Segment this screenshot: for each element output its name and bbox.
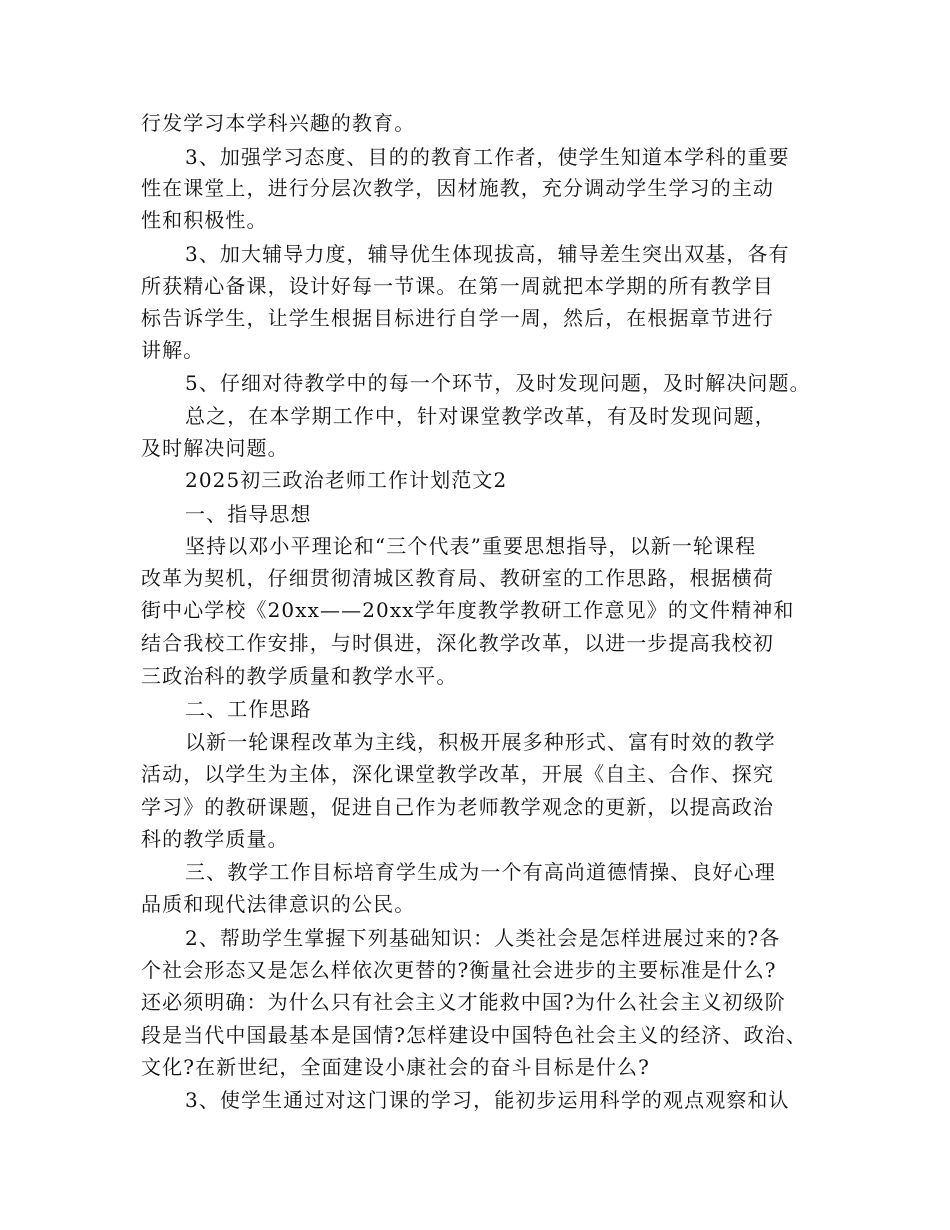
text-line: 3、加强学习态度、目的的教育工作者，使学生知道本学科的重要: [185, 145, 790, 169]
text-line: 个社会形态又是怎么样依次更替的?衡量社会进步的主要标准是什么?: [141, 958, 777, 982]
text-line: 标告诉学生，让学生根据目标进行自学一周，然后，在根据章节进行: [141, 306, 774, 330]
text-line: 学习》的教研课题，促进自己作为老师教学观念的更新，以提高政治: [141, 795, 774, 819]
text-line: 街中心学校《20xx——20xx学年度教学教研工作意见》的文件精神和: [141, 598, 795, 622]
text-line: 文化?在新世纪，全面建设小康社会的奋斗目标是什么?: [141, 1055, 650, 1079]
text-line: 所获精心备课，设计好每一节课。在第一周就把本学期的所有教学目: [141, 274, 774, 298]
text-line: 品质和现代法律意识的公民。: [141, 892, 416, 916]
text-line: 改革为契机，仔细贯彻清城区教育局、教研室的工作思路，根据横荷: [141, 566, 774, 590]
text-line: 以新一轮课程改革为主线，积极开展多种形式、富有时效的教学: [185, 730, 776, 754]
text-line: 5、仔细对待教学中的每一个环节，及时发现问题，及时解决问题。: [185, 371, 811, 395]
text-line: 坚持以邓小平理论和“三个代表”重要思想指导，以新一轮课程: [185, 534, 757, 558]
text-line: 3、加大辅导力度，辅导优生体现拔高，辅导差生突出双基，各有: [185, 242, 790, 266]
text-line: 活动，以学生为主体，深化课堂教学改革，开展《自主、合作、探究: [141, 762, 774, 786]
text-line: 科的教学质量。: [141, 827, 289, 851]
section-heading: 二、工作思路: [185, 697, 312, 721]
section-heading: 一、指导思想: [185, 502, 312, 526]
section-title: 2025初三政治老师工作计划范文2: [185, 468, 508, 492]
text-line: 总之，在本学期工作中，针对课堂教学改革，有及时发现问题，: [185, 404, 776, 428]
text-line: 3、使学生通过对这门课的学习，能初步运用科学的观点观察和认: [185, 1088, 790, 1112]
text-line: 2、帮助学生掌握下列基础知识：人类社会是怎样进展过来的?各: [185, 926, 781, 950]
text-line: 讲解。: [141, 338, 205, 362]
text-line: 性和积极性。: [141, 208, 268, 232]
text-line: 三、教学工作目标培育学生成为一个有高尚道德情操、良好心理: [185, 860, 776, 884]
text-line: 还必须明确：为什么只有社会主义才能救中国?为什么社会主义初级阶: [141, 990, 786, 1014]
text-line: 及时解决问题。: [141, 436, 289, 460]
text-line: 三政治科的教学质量和教学水平。: [141, 664, 458, 688]
text-line: 段是当代中国最基本是国情?怎样建设中国特色社会主义的经济、政治、: [141, 1023, 807, 1047]
text-line: 行发学习本学科兴趣的教育。: [141, 111, 416, 135]
text-line: 性在课堂上，进行分层次教学，因材施教，充分调动学生学习的主动: [141, 176, 774, 200]
text-line: 结合我校工作安排，与时俱进，深化教学改革，以进一步提高我校初: [141, 631, 774, 655]
